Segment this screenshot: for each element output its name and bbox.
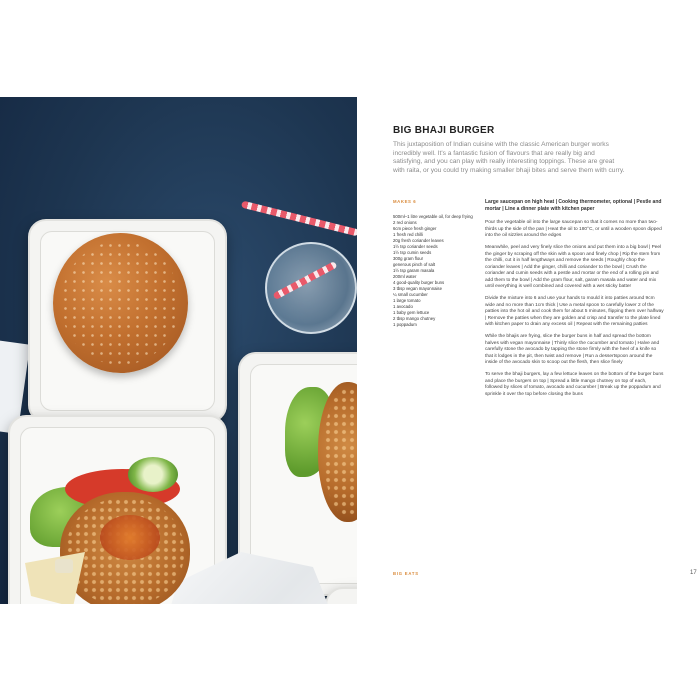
recipe-title: BIG BHAJI BURGER <box>393 125 495 136</box>
burger-photo <box>0 97 357 604</box>
method-steps <box>485 220 665 404</box>
ingredient-item: 500ml–1 litre vegetable oil, for deep frying <box>393 214 473 219</box>
ingredient-item: 4 good-quality burger buns <box>393 280 445 285</box>
poppadum-crumb <box>55 559 73 573</box>
ingredient-item: 3 tbsp vegan mayonnaise <box>393 286 442 291</box>
ingredient-item: 200ml water <box>393 274 417 279</box>
burger-bun-top <box>53 233 188 373</box>
ingredient-item: 6cm piece fresh ginger <box>393 226 437 231</box>
glass-jar <box>265 242 357 334</box>
ingredient-item: 1 avocado <box>393 304 413 309</box>
ingredient-item: 1½ tsp coriander seeds <box>393 244 438 249</box>
recipe-intro: This juxtaposition of Indian cuisine with the classic American burger works incredibly well. It's a fantastic fusion of flavours that are really big and satisfying, and you can play with really interesting toppings. These are great with raita, or you could try making smaller bhaji bites and serve them with curry. <box>393 141 625 174</box>
recipe-yield: MAKES 6 <box>393 199 417 204</box>
ingredient-item: 1 poppadum <box>393 322 417 327</box>
ingredient-item: 1 baby gem lettuce <box>393 310 430 315</box>
cucumber-slice <box>128 457 178 492</box>
ingredient-item: 2 tbsp mango chutney <box>393 316 436 321</box>
equipment-note: Large saucepan on high heat | Cooking thermometer, optional | Pestle and mortar | Line a dinner plate with kitchen paper <box>485 199 662 212</box>
page-number: 17 <box>690 570 697 576</box>
ingredient-item: 2 red onions <box>393 220 417 225</box>
ingredient-item: ¼ small cucumber <box>393 292 428 297</box>
method-paragraph: Pour the vegetable oil into the large saucepan so that it comes no more than two-thirds up the side of the pan | Heat the oil to 180°C, or until a wooden spoon dipped into the oil sizzles around the edges <box>485 220 662 238</box>
ingredient-item: generous pinch of salt <box>393 262 436 267</box>
method-paragraph: To serve the bhaji burgers, lay a few lettuce leaves on the bottom of the burger buns and place the burgers on top | Spread a little mango chutney on top of each, followed by slices of tomato, avocado and cucumber | Break up the poppadum and sprinkle it over the top before closing the buns <box>485 372 664 397</box>
ingredient-item: 1 fresh red chilli <box>393 232 424 237</box>
method-paragraph: Divide the mixture into 6 and use your hands to mould it into patties around 9cm wide and no more than 1cm thick | Use a metal spoon to carefully lower 2 of the patties into the hot oil and cook them for about 5 minutes, flipping them over halfway | Remove the patties when they are golden and crisp and transfer to the plate lined with kitchen paper to drain any excess oil | Repeat with the remaining patties <box>485 296 664 327</box>
ingredient-item: 1½ tsp garam masala <box>393 268 435 273</box>
mango-chutney <box>100 515 160 560</box>
ingredient-item: 1½ tsp cumin seeds <box>393 250 432 255</box>
ingredient-list <box>393 214 477 328</box>
ingredient-item: 300g gram flour <box>393 256 424 261</box>
striped-straw <box>241 201 357 237</box>
section-footer: BIG EATS <box>393 571 419 576</box>
ingredient-item: 1 large tomato <box>393 298 421 303</box>
method-paragraph: While the bhajis are frying, slice the burger buns in half and spread the bottom halves with vegan mayonnaise | Thinly slice the cucumber and tomato | Halve and carefully stone the avocado by tapping the stone firmly with the heel of a knife so that it lodges in the pit, then twist and remove | Run a dessertspoon around the inside of the avocado skin to scoop out the flesh, then slice finely <box>485 334 660 365</box>
method-paragraph: Meanwhile, peel and very finely slice the onions and put them into a big bowl | Peel the ginger by scraping off the skin with a spoon and finely chop | Rip the stem from the chilli, cut it in half lengthways and remove the seeds | Roughly chop the coriander leaves | Add the ginger, chilli and coriander to the bowl | Crush the coriander and cumin seeds with a pestle and mortar or the end of a rolling pin and add them to the bowl | Add the gram flour, salt, garam masala and water and mix until everything is well combined and covered with a wet sticky batter <box>485 245 662 289</box>
ingredient-item: 20g fresh coriander leaves <box>393 238 444 243</box>
